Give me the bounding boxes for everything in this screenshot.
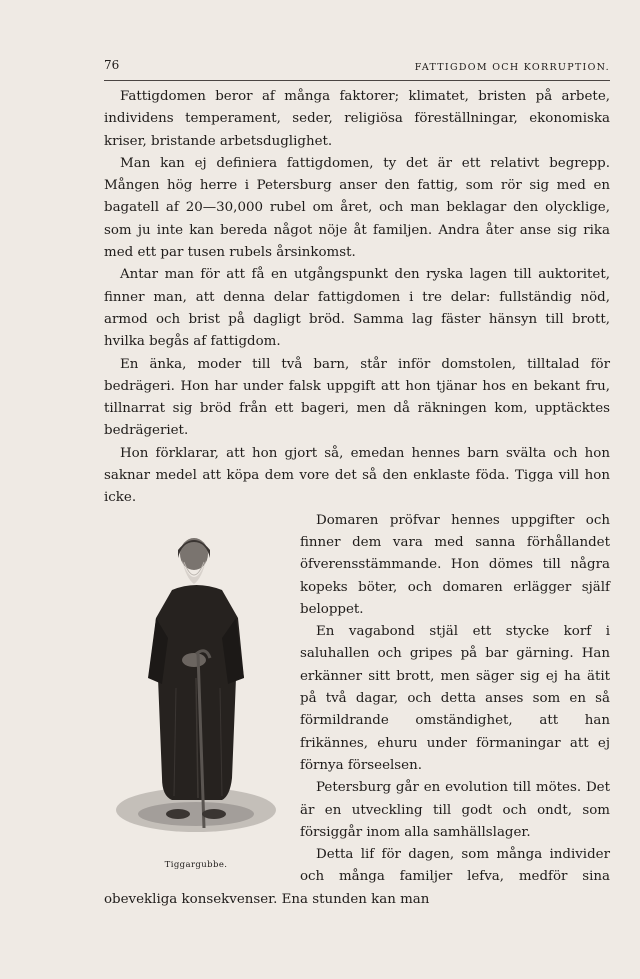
paragraph: En vagabond stjäl ett stycke korf i saluhallen och gripes på bar gärning. Han erkänner sitt brott, men säger sig ej ha ätit på två dagar, och detta anses som en så förmildrande omständighet, att han frikännes, ehuru under förmaningar att ej förnya förseelsen. xyxy=(300,624,610,773)
header-rule xyxy=(104,80,610,81)
paragraph: Hon förklarar, att hon gjort så, emedan hennes barn svälta och hon saknar medel att köpa dem vore det så den enklaste föda. Tigga vill hon icke. xyxy=(104,445,610,506)
old-beggar-illustration xyxy=(110,528,282,848)
figure-caption: Tiggargubbe. xyxy=(164,859,228,870)
illustration-figure xyxy=(104,510,288,886)
paragraph: Domaren pröfvar hennes uppgifter och finner dem vara med sanna förhållandet öfverensstämmande. Hon dömes till några kopeks böter, och domaren erlägger själf beloppet. xyxy=(300,512,610,617)
page-header xyxy=(104,58,610,78)
paragraph: Fattigdomen beror af många faktorer; klimatet, bristen på arbete, individens temperament, seder, religiösa föreställningar, ekonomiska kriser, bristande arbetsduglighet. xyxy=(104,89,610,149)
paragraph: Man kan ej definiera fattigdomen, ty det är ett relativt begrepp. Mången hög herre i Petersburg anser den fattig, som rör sig med en bagatell af 20—30,000 rubel om året, och man beklagar den olycklige, som ju inte kan bereda något nöje åt familjen. Andra åter anse sig rika med ett par tusen rubels årsinkomst. xyxy=(104,155,610,261)
paragraph: Antar man för att få en utgångspunkt den ryska lagen till auktoritet, finner man, att denna delar fattigdomen i tre delar: fullständig nöd, armod och brist på dagligt bröd. Samma lag fäster hänsyn till brott, hvilka begås af fattigdom. xyxy=(104,267,610,350)
body-text xyxy=(104,86,610,911)
paragraph: Petersburg går en evolution till mötes. Det är en utveckling till godt och ondt, som försiggår inom alla samhällslager. xyxy=(300,780,610,840)
paragraph: Detta lif för dagen, som många individer och många familjer lefva, medför sina obevekliga konsekvenser. Ena stunden kan man xyxy=(104,847,610,907)
page-number: 76 xyxy=(104,58,120,72)
paragraph: En änka, moder till två barn, står inför domstolen, tilltalad för bedrägeri. Hon har under falsk uppgift att hon tjänar hos en bekant fru, tillnarrat sig bröd från ett bageri, men då räkningen kom, upptäcktes bedrägeriet. xyxy=(104,356,610,439)
running-title: FATTIGDOM OCH KORRUPTION. xyxy=(414,62,610,73)
